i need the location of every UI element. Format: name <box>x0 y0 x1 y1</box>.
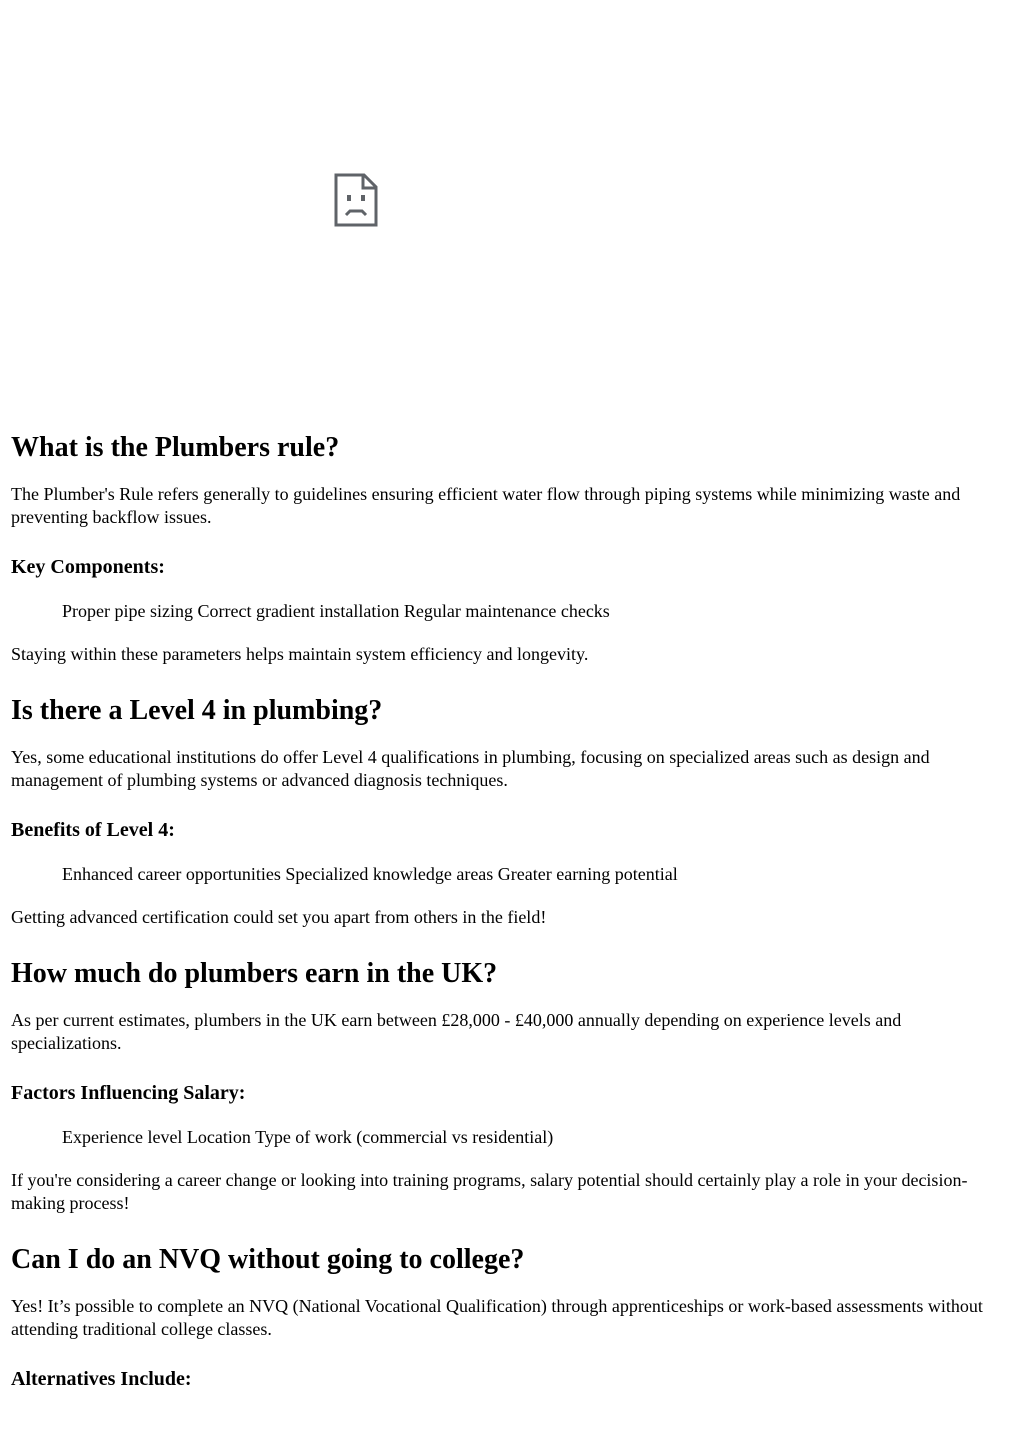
section-2-list: Enhanced career opportunities Specialized knowledge areas Greater earning potential <box>62 864 678 884</box>
section-1-heading: What is the Plumbers rule? <box>11 432 340 463</box>
section-1-list: Proper pipe sizing Correct gradient installation Regular maintenance checks <box>62 601 610 621</box>
section-2-intro: Yes, some educational institutions do offer Level 4 qualifications in plumbing, focusing on specialized areas such as design and management of plumbing systems or advanced diagnosis techniques. <box>11 747 930 790</box>
broken-page-icon <box>334 173 378 227</box>
section-3-subheading: Factors Influencing Salary: <box>11 1082 246 1104</box>
section-4-subheading: Alternatives Include: <box>11 1368 192 1390</box>
section-1-intro: The Plumber's Rule refers generally to guidelines ensuring efficient water flow through piping systems while minimizing waste and preventing backflow issues. <box>11 484 961 527</box>
section-1-subheading: Key Components: <box>11 556 165 578</box>
section-4-intro: Yes! It’s possible to complete an NVQ (National Vocational Qualification) through apprenticeships or work-based assessments without attending traditional college classes. <box>11 1296 983 1339</box>
section-4-heading: Can I do an NVQ without going to college? <box>11 1244 525 1275</box>
section-2-heading: Is there a Level 4 in plumbing? <box>11 695 383 726</box>
section-2-subheading: Benefits of Level 4: <box>11 819 175 841</box>
section-1-closing: Staying within these parameters helps maintain system efficiency and longevity. <box>11 644 589 664</box>
section-3-heading: How much do plumbers earn in the UK? <box>11 958 498 989</box>
section-3-list: Experience level Location Type of work (commercial vs residential) <box>62 1127 554 1147</box>
section-3-intro: As per current estimates, plumbers in the UK earn between £28,000 - £40,000 annually depending on experience levels and specializations. <box>11 1010 902 1053</box>
embedded-content-frame <box>10 0 680 410</box>
article-content <box>11 428 1014 1393</box>
section-3-closing: If you're considering a career change or looking into training programs, salary potential should certainly play a role in your decision-making process! <box>11 1170 968 1213</box>
section-2-closing: Getting advanced certification could set you apart from others in the field! <box>11 907 547 927</box>
